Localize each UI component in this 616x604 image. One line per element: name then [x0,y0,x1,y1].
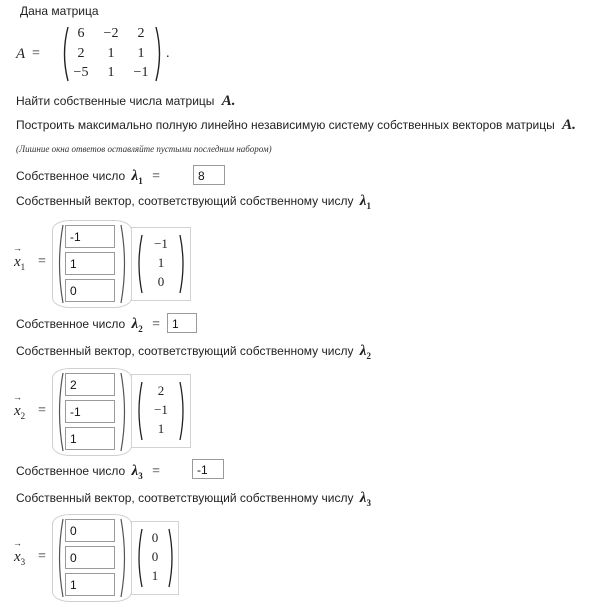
vector-2-symbol: x → $_2$ [13,392,26,421]
eigenvector-3-component-3[interactable]: 1 [65,573,115,596]
eigenvector-1-label [16,193,371,211]
eigenvector-1-component-3[interactable]: 0 [65,279,115,302]
task-eigenvectors-symbol: A. [562,117,576,133]
eigenvector-3-component-2[interactable]: 0 [65,546,115,569]
eigenvalue-2-label: Собственное число $\lambda_2$ = [16,316,160,334]
eigenvector-label-text: Собственный вектор, соответствующий собственному числу [16,491,354,505]
matrix-cell: −2 [103,26,119,41]
eigenvector-2-label [16,343,371,361]
matrix-cell: 2 [77,46,85,61]
lambda-symbol: $\lambda_1$ [359,193,371,211]
left-paren [55,372,65,452]
matrix-cell: 1 [107,65,115,80]
task-eigenvalues-symbol: A. [221,93,236,109]
matrix-equals: = [32,46,40,61]
right-paren [178,234,187,294]
matrix-cell: −1 [133,65,149,80]
right-paren [154,26,164,82]
matrix-cell: 2 [137,26,145,41]
right-paren [119,372,129,452]
eigenvalue-label-text: Собственное число [16,464,126,478]
right-paren [167,528,176,588]
eigenvector-2-component-1[interactable]: 2 [65,373,115,396]
eigenvalue-3-label: Собственное число $\lambda_3$ = [16,463,160,481]
eigenvector-1-preview: −1 1 0 [131,227,191,301]
task-eigenvectors-text: Построить максимально полную линейно независимую систему собственных векторов матрицы [16,118,555,132]
eigenvalue-label-text: Собственное число [16,317,126,331]
eigenvector-2-box [52,368,132,456]
right-paren [119,518,129,598]
lambda-symbol: $\lambda_3$ [359,490,371,508]
eigenvalue-1-label: Собственное число $\lambda_1$ = [16,168,160,186]
eigenvalue-3-input[interactable]: -1 [192,459,224,479]
intro-text: Дана матрица [20,4,99,18]
task-eigenvalues-text: Найти собственные числа матрицы [16,94,215,108]
matrix-cell: 1 [107,46,115,61]
right-paren [178,381,187,441]
matrix-period: . [166,46,170,61]
instruction-note: (Лишние окна ответов оставляйте пустыми последним набором) [16,144,272,154]
eigenvector-3-component-1[interactable]: 0 [65,519,115,542]
matrix-cell: 1 [137,46,145,61]
eigenvector-label-text: Собственный вектор, соответствующий собственному числу [16,344,354,358]
matrix-cell: −5 [73,65,89,80]
eigenvector-2-component-2[interactable]: -1 [65,400,115,423]
eigenvector-1-component-2[interactable]: 1 [65,252,115,275]
task-eigenvalues [16,93,236,110]
matrix-cell: 6 [77,26,85,41]
lambda-symbol: $\lambda_3$ [131,463,143,481]
lambda-symbol: $\lambda_1$ [131,168,143,186]
eigenvalue-1-input[interactable]: 8 [193,165,225,185]
matrix-name: A [16,46,26,62]
task-eigenvectors [16,117,576,134]
eigenvector-label-text: Собственный вектор, соответствующий собственному числу [16,194,354,208]
lambda-symbol: $\lambda_2$ [359,343,371,361]
eigenvector-3-label [16,490,371,508]
eigenvalue-2-input[interactable]: 1 [167,313,197,333]
eigenvector-3-preview: 0 0 1 [131,521,179,595]
eigenvector-2-preview: 2 −1 1 [131,374,191,448]
vector-3-symbol: x → $_3$ [13,538,26,567]
eigenvalue-label-text: Собственное число [16,169,126,183]
matrix-a [60,26,164,82]
eigenvector-2-component-3[interactable]: 1 [65,427,115,450]
eigenvector-1-component-1[interactable]: -1 [65,225,115,248]
eigenvector-1-box [52,220,132,308]
left-paren [55,518,65,598]
lambda-symbol: $\lambda_2$ [131,316,143,334]
left-paren [55,224,65,304]
eigenvector-3-box [52,514,132,602]
right-paren [119,224,129,304]
vector-1-symbol: x → $_1$ [13,243,26,272]
